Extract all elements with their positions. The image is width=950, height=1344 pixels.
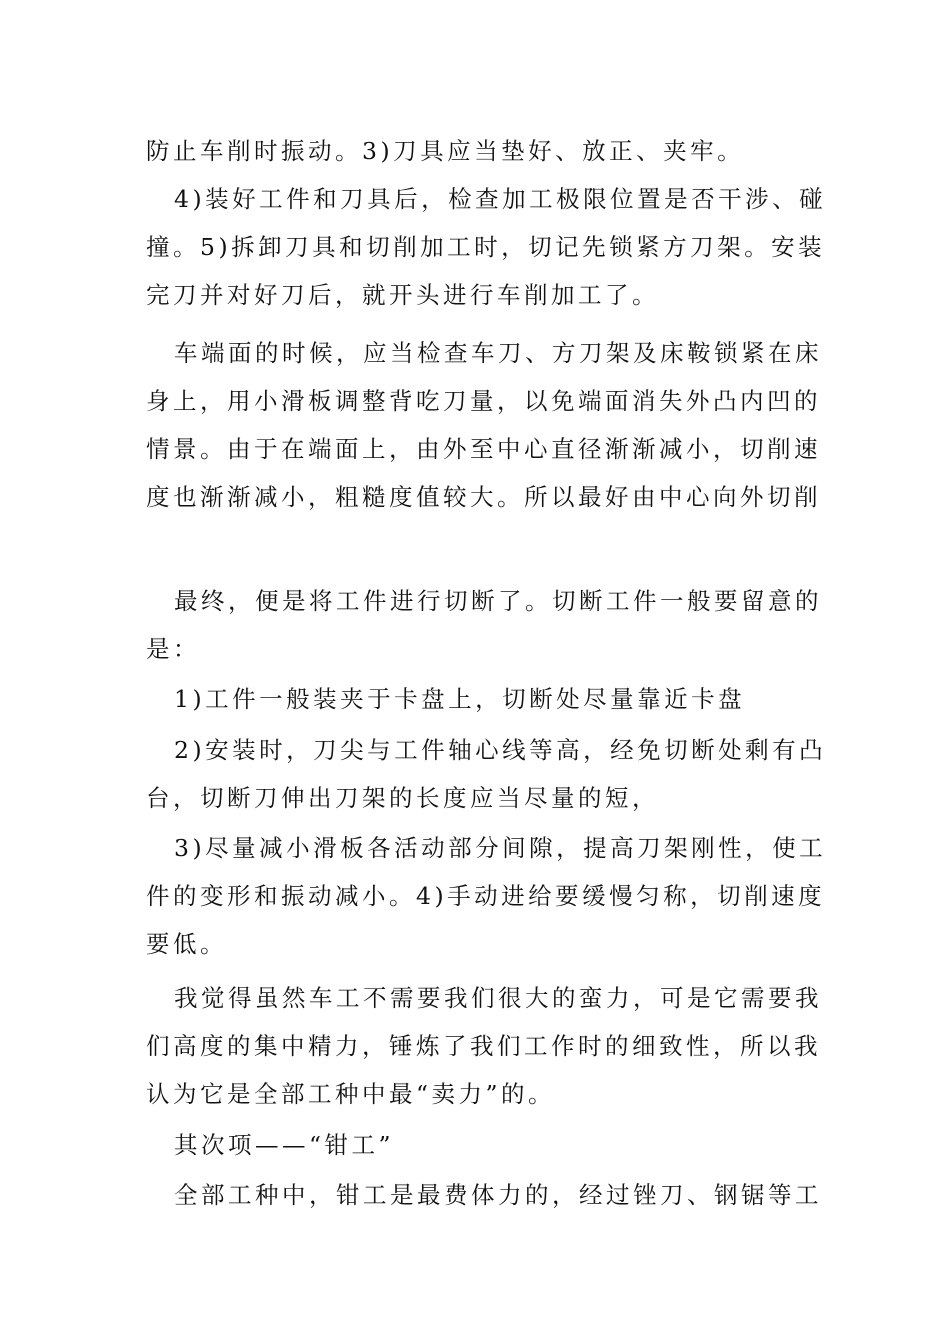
paragraph: [146, 1121, 394, 1169]
paragraph: [146, 329, 822, 521]
text-line: 情景。由于在端面上，由外至中心直径渐渐减小，切削速: [146, 435, 821, 463]
paragraph: [146, 577, 822, 673]
text-line: 度也渐渐减小，粗糙度值较大。所以最好由中心向外切削: [146, 483, 821, 511]
text-line: 1)工件一般装夹于卡盘上，切断处尽量靠近卡盘: [174, 685, 746, 713]
text-line: 其次项——“钳工”: [174, 1131, 395, 1159]
text-line: 撞。5)拆卸刀具和切削加工时，切记先锁紧方刀架。安装: [146, 233, 826, 261]
paragraph: [146, 1171, 822, 1219]
text-line: 全部工种中，钳工是最费体力的，经过锉刀、钢锯等工: [174, 1181, 822, 1209]
text-line: 最终，便是将工件进行切断了。切断工件一般要留意的: [174, 587, 822, 615]
text-line: 4)装好工件和刀具后，检查加工极限位置是否干涉、碰: [174, 185, 827, 213]
paragraph: [146, 726, 826, 822]
text-line: 们高度的集中精力，锤炼了我们工作时的细致性，所以我: [146, 1032, 821, 1060]
text-line: 认为它是全部工种中最“卖力”的。: [146, 1080, 556, 1108]
text-line: 防止车削时振动。3)刀具应当垫好、放正、夹牢。: [146, 137, 745, 165]
paragraph: [146, 127, 744, 175]
paragraph: [146, 974, 822, 1118]
text-line: 2)安装时，刀尖与工件轴心线等高，经免切断处剩有凸: [174, 736, 827, 764]
text-line: 要低。: [146, 930, 227, 958]
text-line: 台，切断刀伸出刀架的长度应当尽量的短，: [146, 784, 659, 812]
text-line: 是：: [146, 635, 200, 663]
text-line: 完刀并对好刀后，就开头进行车削加工了。: [146, 281, 659, 309]
text-line: 3)尽量减小滑板各活动部分间隙，提高刀架刚性，使工: [174, 834, 827, 862]
text-line: 车端面的时候，应当检查车刀、方刀架及床鞍锁紧在床: [174, 339, 822, 367]
text-line: 身上，用小滑板调整背吃刀量，以免端面消失外凸内凹的: [146, 387, 821, 415]
paragraph: [146, 675, 745, 723]
paragraph: [146, 175, 826, 319]
text-line: 我觉得虽然车工不需要我们很大的蛮力，可是它需要我: [174, 984, 822, 1012]
text-line: 件的变形和振动减小。4)手动进给要缓慢匀称，切削速度: [146, 882, 826, 910]
paragraph: [146, 824, 826, 968]
